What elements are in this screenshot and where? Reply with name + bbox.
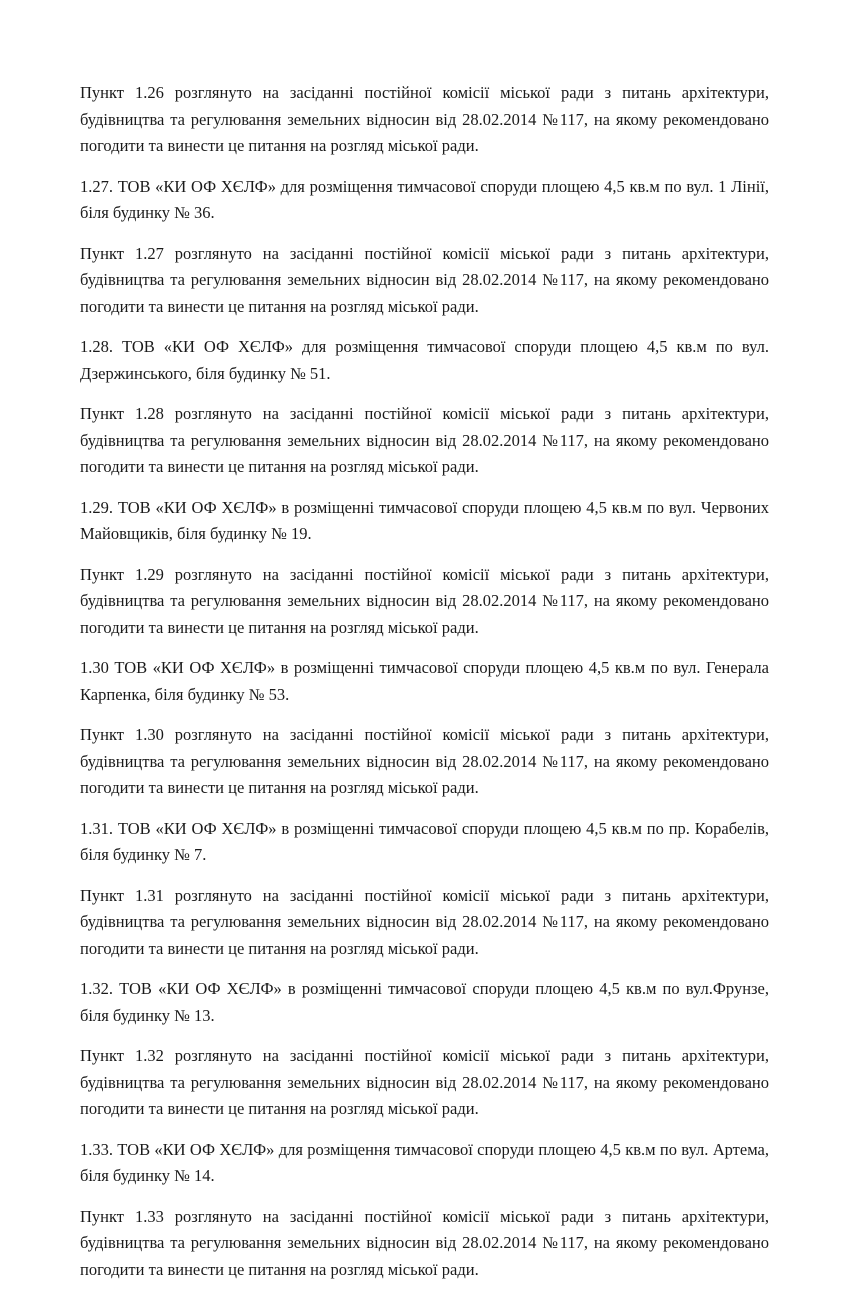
paragraph-item-1-29: 1.29. ТОВ «КИ ОФ ХЄЛФ» в розміщенні тимчасової споруди площею 4,5 кв.м по вул. Червоних Майовщиків, біля будинку № 19. (80, 497, 769, 543)
paragraph-review-1-30: Пункт 1.30 розглянуто на засіданні постійної комісії міської ради з питань архітектури, будівництва та регулювання земельних відносин від 28.02.2014 №117, на якому рекомендовано погодити та винести це питання на розгляд міської ради. (80, 725, 769, 797)
paragraph-review-1-33: Пункт 1.33 розглянуто на засіданні постійної комісії міської ради з питань архітектури, будівництва та регулювання земельних відносин від 28.02.2014 №117, на якому рекомендовано погодити та винести це питання на розгляд міської ради. (80, 1206, 769, 1279)
paragraph-review-1-32: Пункт 1.32 розглянуто на засіданні постійної комісії міської ради з питань архітектури, будівництва та регулювання земельних відносин від 28.02.2014 №117, на якому рекомендовано погодити та винести це питання на розгляд міської ради. (80, 1046, 769, 1118)
paragraph-item-1-33: 1.33. ТОВ «КИ ОФ ХЄЛФ» для розміщення тимчасової споруди площею 4,5 кв.м по вул. Артема, біля будинку № 14. (80, 1139, 769, 1185)
paragraph-review-1-28: Пункт 1.28 розглянуто на засіданні постійної комісії міської ради з питань архітектури, будівництва та регулювання земельних відносин від 28.02.2014 №117, на якому рекомендовано погодити та винести це питання на розгляд міської ради. (80, 404, 769, 476)
paragraph-item-1-27: 1.27. ТОВ «КИ ОФ ХЄЛФ» для розміщення тимчасової споруди площею 4,5 кв.м по вул. 1 Лінії, біля будинку № 36. (80, 176, 769, 222)
paragraph-review-1-29: Пункт 1.29 розглянуто на засіданні постійної комісії міської ради з питань архітектури, будівництва та регулювання земельних відносин від 28.02.2014 №117, на якому рекомендовано погодити та винести це питання на розгляд міської ради. (80, 564, 769, 637)
paragraph-item-1-30: 1.30 ТОВ «КИ ОФ ХЄЛФ» в розміщенні тимчасової споруди площею 4,5 кв.м по вул. Генерала Карпенка, біля будинку № 53. (80, 658, 769, 704)
paragraph-item-1-31: 1.31. ТОВ «КИ ОФ ХЄЛФ» в розміщенні тимчасової споруди площею 4,5 кв.м по пр. Корабелів, біля будинку № 7. (80, 818, 769, 864)
paragraph-item-1-32: 1.32. ТОВ «КИ ОФ ХЄЛФ» в розміщенні тимчасової споруди площею 4,5 кв.м по вул.Фрунзе, біля будинку № 13. (80, 979, 769, 1025)
document-page (80, 80, 769, 1297)
paragraph-review-1-26: Пункт 1.26 розглянуто на засіданні постійної комісії міської ради з питань архітектури, будівництва та регулювання земельних відносин від 28.02.2014 №117, на якому рекомендовано погодити та винести це питання на розгляд міської ради. (80, 83, 769, 155)
paragraph-item-1-28: 1.28. ТОВ «КИ ОФ ХЄЛФ» для розміщення тимчасової споруди площею 4,5 кв.м по вул. Дзержинського, біля будинку № 51. (80, 337, 769, 383)
paragraph-review-1-27: Пункт 1.27 розглянуто на засіданні постійної комісії міської ради з питань архітектури, будівництва та регулювання земельних відносин від 28.02.2014 №117, на якому рекомендовано погодити та винести це питання на розгляд міської ради. (80, 243, 769, 316)
paragraph-review-1-31: Пункт 1.31 розглянуто на засіданні постійної комісії міської ради з питань архітектури, будівництва та регулювання земельних відносин від 28.02.2014 №117, на якому рекомендовано погодити та винести це питання на розгляд міської ради. (80, 885, 769, 958)
